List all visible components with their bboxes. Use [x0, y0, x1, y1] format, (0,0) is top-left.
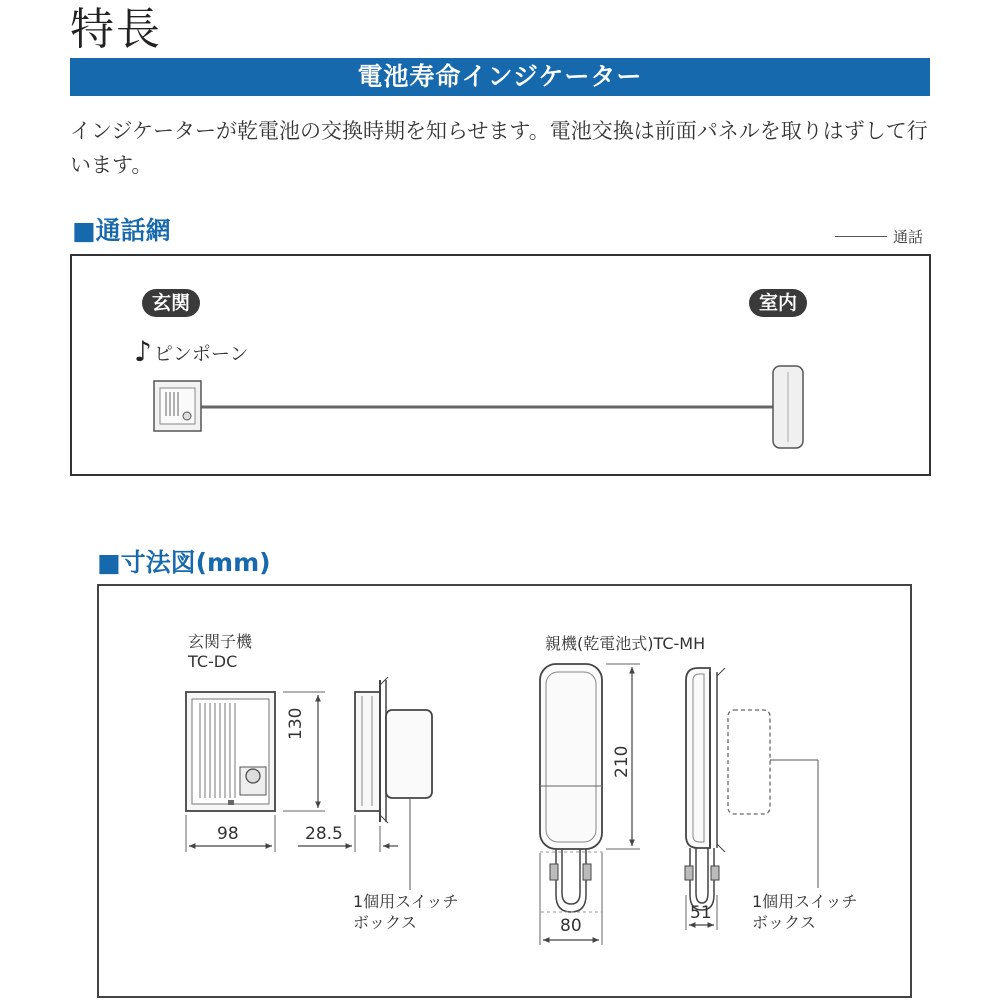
chime-text: ピンポーン: [153, 342, 249, 365]
music-note-icon: ♪: [134, 335, 152, 368]
feature-banner-text: 電池寿命インジケーター: [357, 62, 643, 91]
dimensions-heading-text: ■寸法図(mm): [97, 548, 271, 577]
master-unit-height-value: 210: [612, 745, 632, 778]
entrance-label: 玄関: [142, 289, 200, 317]
feature-description: インジケーターが乾電池の交換時期を知らせます。電池交換は前面パネルを取りはずして行います。: [70, 119, 928, 177]
network-heading-text: ■通話網: [72, 216, 171, 245]
master-unit-width-value: 80: [560, 916, 582, 936]
door-unit-front-view: [186, 692, 275, 811]
door-switch-box-label-line1: 1個用スイッチ: [353, 892, 459, 911]
master-switch-box-label-line1: 1個用スイッチ: [752, 892, 858, 911]
door-unit-name-line2: TC-DC: [188, 652, 238, 671]
master-unit-name: 親機(乾電池式)TC-MH: [545, 634, 706, 653]
door-switch-box-label-line2: ボックス: [353, 913, 417, 932]
door-unit-width-value: 98: [217, 824, 239, 844]
door-unit-name-line1: 玄関子機: [188, 632, 253, 651]
door-unit-height-value: 130: [286, 707, 306, 740]
master-unit-side-view: [685, 668, 770, 910]
master-unit-front-view: [540, 664, 602, 912]
door-unit-depth-value: 28.5: [305, 824, 343, 844]
legend-label: 通話: [893, 228, 924, 246]
page-title: 特長: [70, 4, 162, 55]
master-switch-box-label-line2: ボックス: [752, 913, 816, 932]
indoor-label: 室内: [749, 289, 807, 317]
door-unit-side-view: [355, 677, 432, 823]
master-unit-depth-value: 51: [690, 903, 712, 923]
